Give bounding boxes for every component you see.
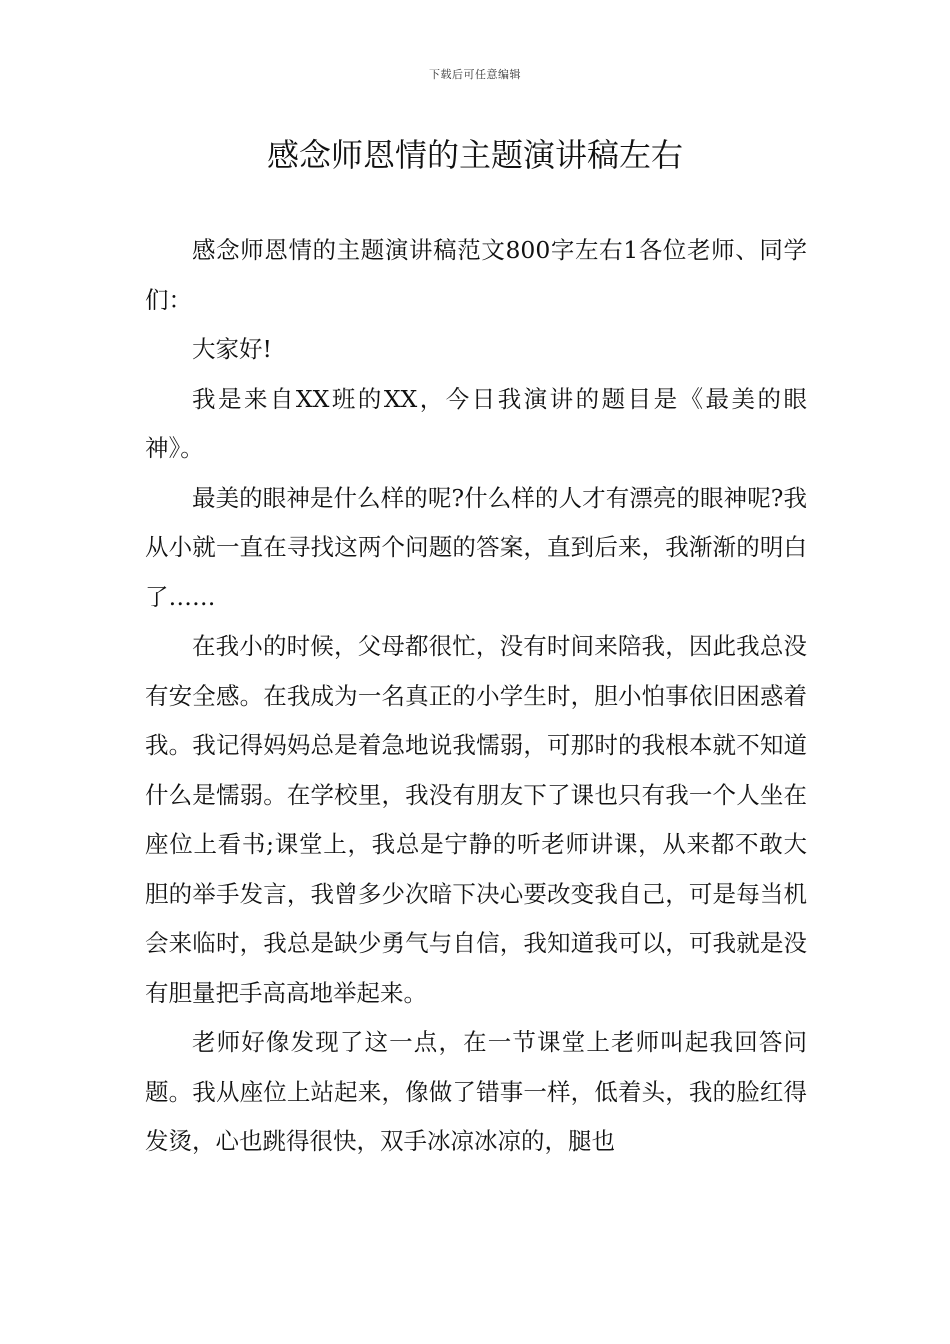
paragraph-5: 在我小的时候，父母都很忙，没有时间来陪我，因此我总没有安全感。在我成为一名真正的小学生时，胆小怕事依旧困惑着我。我记得妈妈总是着急地说我懦弱，可那时的我根本就不知道什么是懦弱。在学校里，我没有朋友下了课也只有我一个人坐在座位上看书;课堂上，我总是宁静的听老师讲课，从来都不敢大胆的举手发言，我曾多少次暗下决心要改变我自己，可是每当机会来临时，我总是缺少勇气与自信，我知道我可以，可我就是没有胆量把手高高地举起来。 (145, 632, 807, 1007)
paragraph-2: 大家好! (192, 335, 272, 363)
paragraph-6: 老师好像发现了这一点，在一节课堂上老师叫起我回答问题。我从座位上站起来，像做了错事一样，低着头，我的脸红得发烫，心也跳得很快，双手冰凉冰凉的，腿也 (145, 1028, 807, 1155)
header-note: 下载后可任意编辑 (429, 68, 521, 81)
paragraph-1: 感念师恩情的主题演讲稿范文800字左右1各位老师、同学们： (145, 236, 807, 314)
document-body (145, 226, 807, 1167)
paragraph-4: 最美的眼神是什么样的呢?什么样的人才有漂亮的眼神呢?我从小就一直在寻找这两个问题的答案，直到后来，我渐渐的明白了…… (145, 483, 807, 611)
paragraph-3: 我是来自XX班的XX，今日我演讲的题目是《最美的眼神》。 (145, 384, 807, 462)
document-title: 感念师恩情的主题演讲稿左右 (266, 136, 683, 174)
